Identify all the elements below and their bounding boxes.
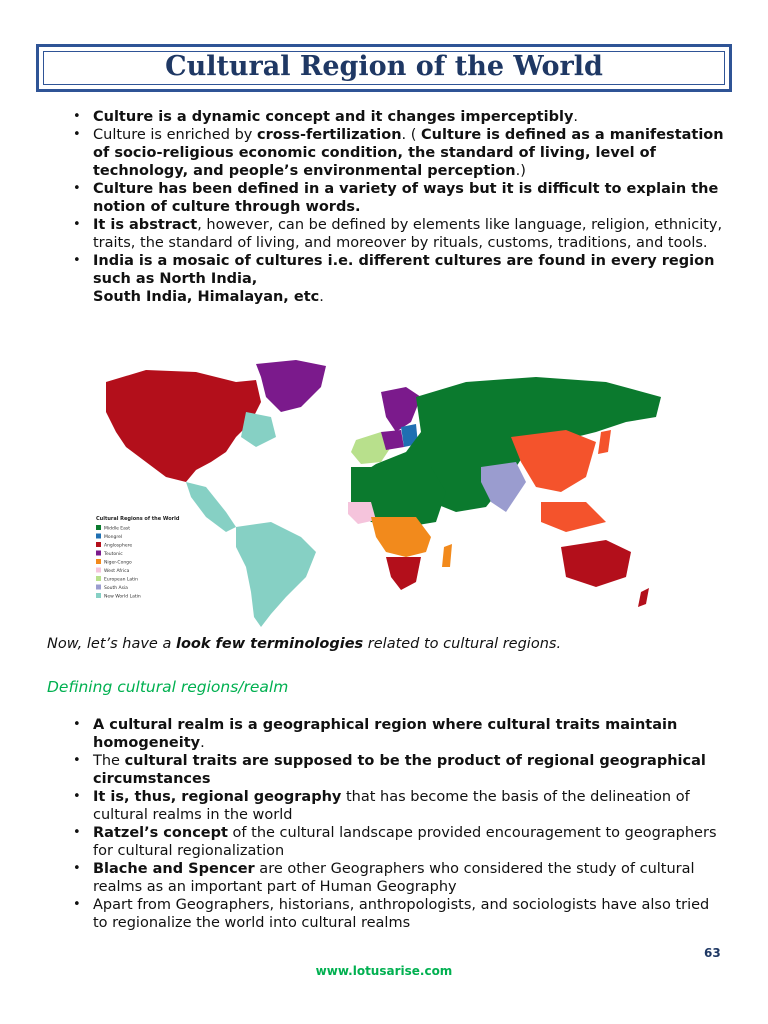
legend-swatch (96, 525, 101, 530)
legend-label: Anglosphere (104, 543, 133, 549)
map-south-america (236, 522, 316, 627)
bullet-item: South India, Himalayan, etc. (93, 289, 324, 305)
map-greenland (256, 360, 326, 412)
legend-swatch (96, 568, 101, 573)
bullet-item: • Culture is a dynamic concept and it changes imperceptibly. (67, 108, 727, 126)
legend-swatch (96, 542, 101, 547)
intro-sentence: Now, let’s have a look few terminologies related to cultural regions. (47, 636, 562, 652)
title-box (36, 44, 732, 92)
map-legend-title: Cultural Regions of the World (96, 516, 180, 522)
legend-label: South Asia (104, 586, 128, 591)
map-legend (96, 525, 141, 600)
map-madagascar (442, 544, 452, 567)
map-new-zealand (638, 588, 649, 607)
legend-swatch (96, 559, 101, 564)
map-southeast-asia (541, 502, 606, 532)
realm-bullet-item: • Blache and Spencer are other Geographers who considered the study of cultural realms as an important part of Human Geography (67, 860, 727, 896)
realm-bullet-item: • A cultural realm is a geographical region where cultural traits maintain homogeneity. (67, 716, 727, 752)
legend-label: Middle East (104, 526, 131, 532)
culture-bullet-list (67, 108, 727, 306)
map-central-america (186, 482, 236, 532)
world-cultural-regions-map (86, 352, 682, 632)
legend-swatch (96, 551, 101, 556)
map-australia (561, 540, 631, 587)
footer-website: www.lotusarise.com (315, 964, 453, 978)
legend-label: New World Latin (104, 594, 141, 600)
legend-swatch (96, 593, 101, 598)
realm-bullet-list (67, 716, 727, 932)
map-quebec (241, 412, 276, 447)
bullet-item: • It is abstract, however, can be defined by elements like language, religion, ethnicity, traits, the standard of living, and moreover by rituals, customs, traditions, and tools. (67, 216, 727, 252)
realm-bullet-item: • Ratzel’s concept of the cultural landscape provided encouragement to geographers for cultural regionalization (67, 824, 727, 860)
bullet-item: • Culture has been defined in a variety of ways but it is difficult to explain the notion of culture through words. (67, 180, 727, 216)
legend-label: Niger-Congo (104, 560, 132, 566)
legend-label: West Africa (104, 569, 130, 574)
realm-bullet-item: • The cultural traits are supposed to be the product of regional geographical circumstances (67, 752, 727, 788)
section-heading: Defining cultural regions/realm (47, 678, 289, 696)
map-japan (598, 430, 611, 454)
legend-swatch (96, 534, 101, 539)
bullet-item: • India is a mosaic of cultures i.e. different cultures are found in every region such as North India, (67, 252, 727, 288)
realm-bullet-item: • It is, thus, regional geography that has become the basis of the delineation of cultural realms in the world (67, 788, 727, 824)
map-southern-africa (386, 557, 421, 590)
page-title: Cultural Region of the World (165, 51, 603, 82)
legend-swatch (96, 585, 101, 590)
legend-label: European Latin (104, 577, 138, 583)
bullet-item: • Culture is enriched by cross-fertilization. ( Culture is defined as a manifestation of socio-religious economic condition, the standard of living, level of technology, and people’s environmental perception.) (67, 126, 727, 180)
legend-label: Teutonic (104, 552, 123, 557)
page-number: 63 (704, 946, 721, 960)
realm-bullet-item: • Apart from Geographers, historians, anthropologists, and sociologists have also tried to regionalize the world into cultural realms (67, 896, 727, 932)
map-north-america (106, 370, 261, 482)
legend-swatch (96, 576, 101, 581)
map-west-africa (348, 502, 376, 524)
legend-label: Mongrel (104, 535, 123, 540)
